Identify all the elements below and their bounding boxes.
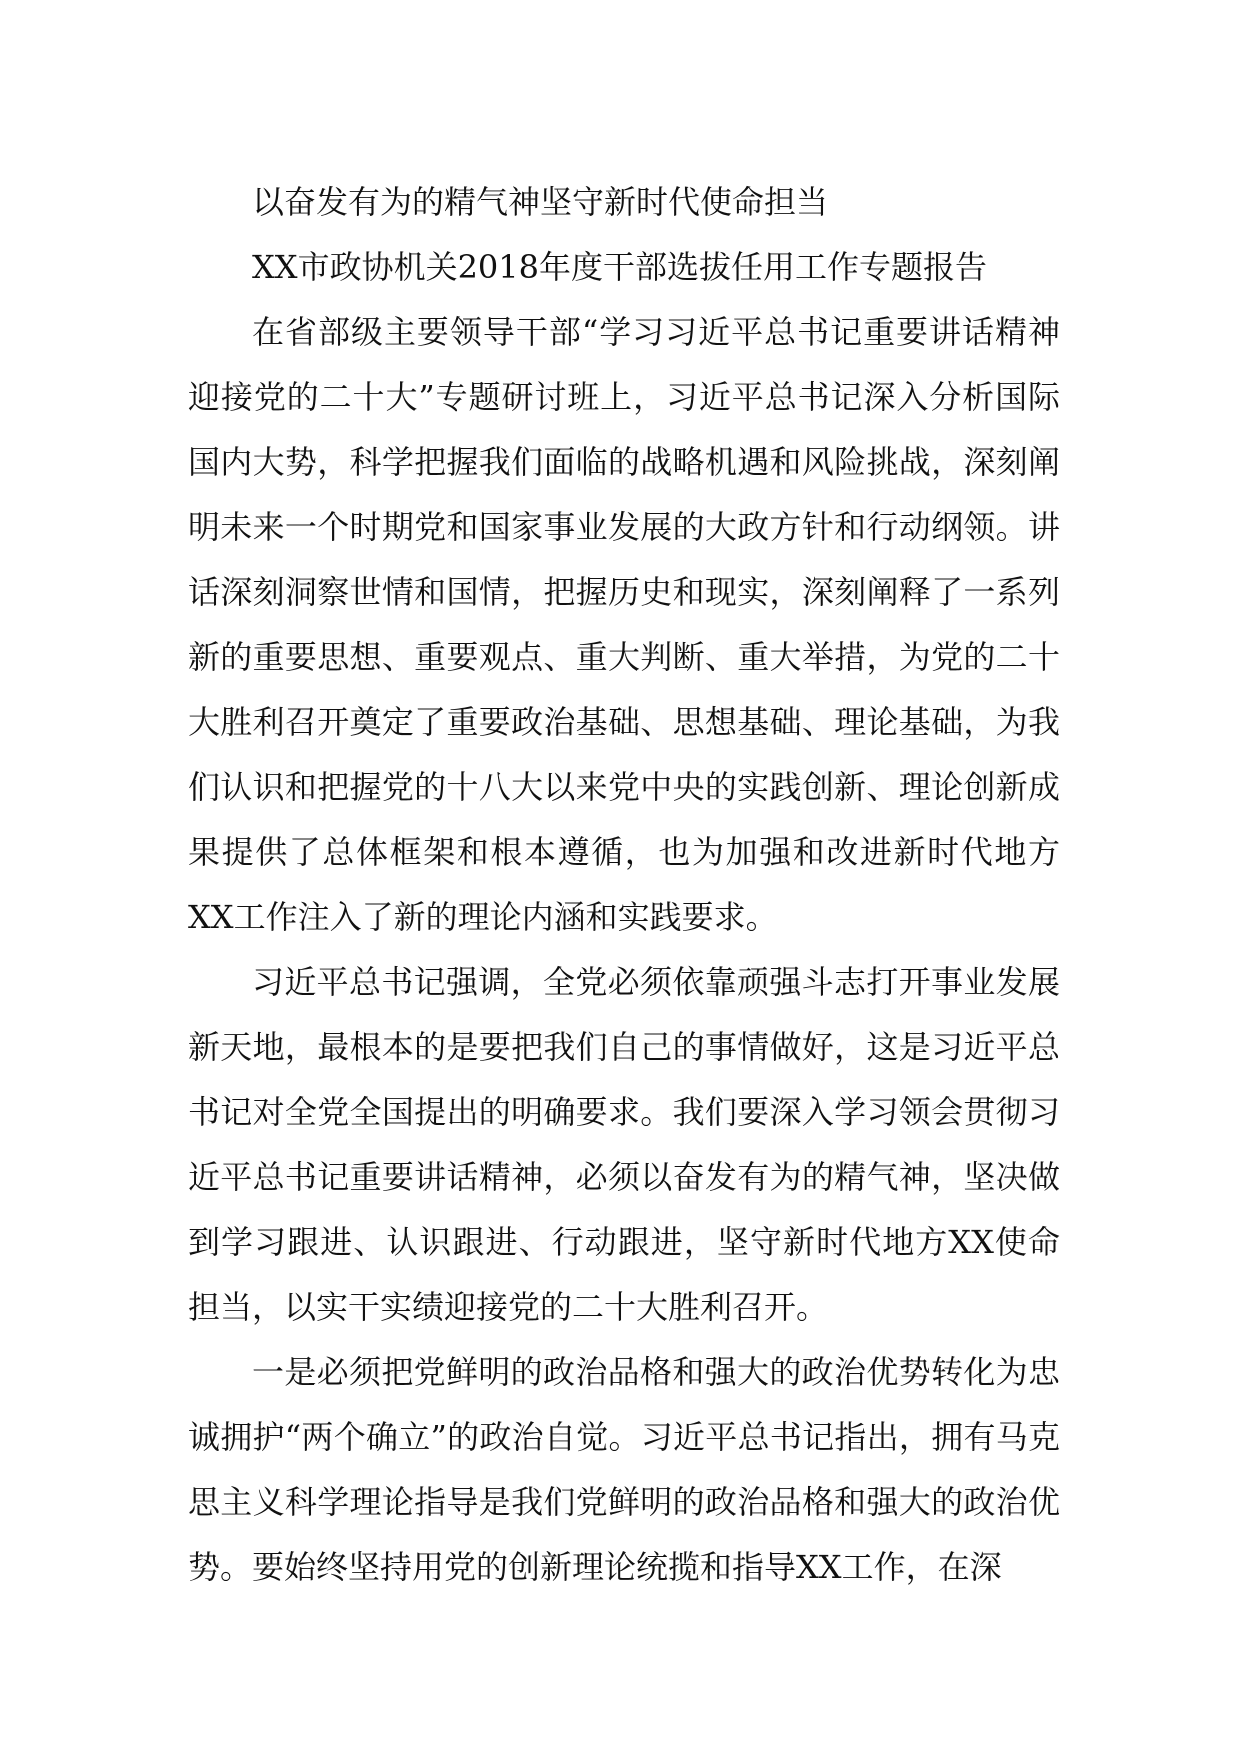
- document-title: 以奋发有为的精气神坚守新时代使命担当: [252, 183, 829, 221]
- document-body: [188, 170, 1060, 1600]
- paragraph-2: 习近平总书记强调，全党必须依靠顽强斗志打开事业发展新天地，最根本的是要把我们自己的事情做好，这是习近平总书记对全党全国提出的明确要求。我们要深入学习领会贯彻习近平总书记重要讲话精神，必须以奋发有为的精气神，坚决做到学习跟进、认识跟进、行动跟进，坚守新时代地方XX使命担当，以实干实绩迎接党的二十大胜利召开。: [188, 963, 1060, 1326]
- paragraph-3: 一是必须把党鲜明的政治品格和强大的政治优势转化为忠诚拥护“两个确立”的政治自觉。习近平总书记指出，拥有马克思主义科学理论指导是我们党鲜明的政治品格和强大的政治优势。要始终坚持用党的创新理论统揽和指导XX工作，在深: [188, 1353, 1060, 1586]
- document-subtitle: XX市政协机关2018年度干部选拔任用工作专题报告: [252, 248, 988, 286]
- paragraph-1: 在省部级主要领导干部“学习习近平总书记重要讲话精神迎接党的二十大”专题研讨班上，习近平总书记深入分析国际国内大势，科学把握我们面临的战略机遇和风险挑战，深刻阐明未来一个时期党和国家事业发展的大政方针和行动纲领。讲话深刻洞察世情和国情，把握历史和现实，深刻阐释了一系列新的重要思想、重要观点、重大判断、重大举措，为党的二十大胜利召开奠定了重要政治基础、思想基础、理论基础，为我们认识和把握党的十八大以来党中央的实践创新、理论创新成果提供了总体框架和根本遵循，也为加强和改进新时代地方XX工作注入了新的理论内涵和实践要求。: [188, 313, 1060, 936]
